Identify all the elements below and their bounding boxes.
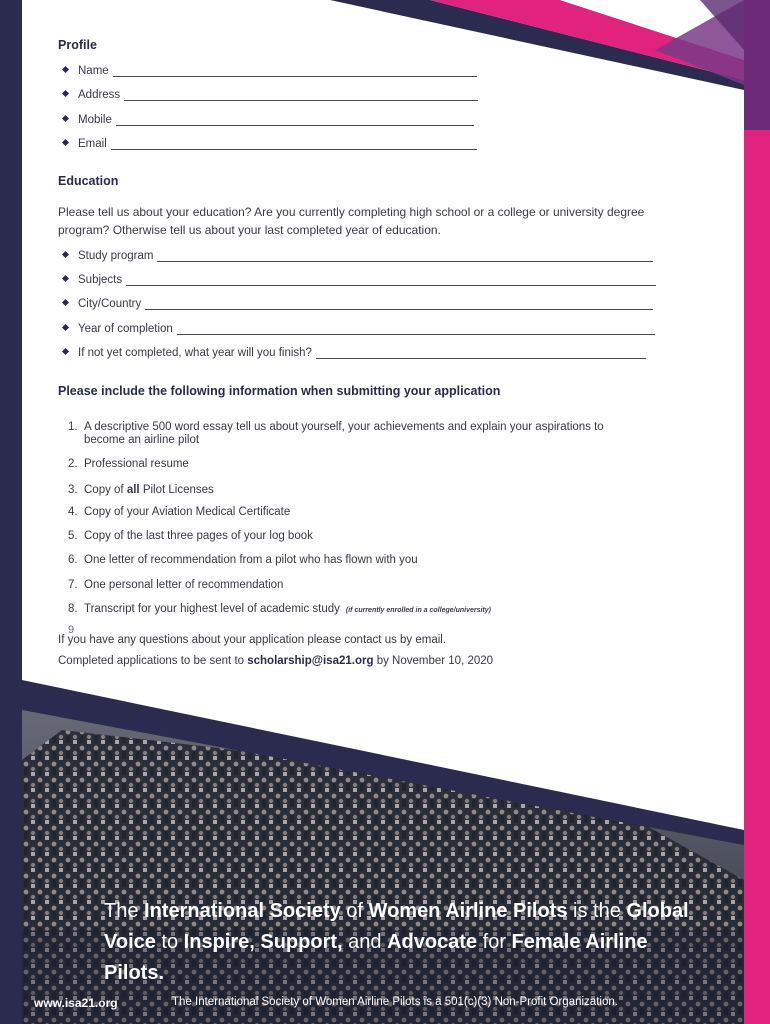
item-text: One letter of recommendation from a pilot who has flown with you	[84, 554, 418, 566]
item-number: 8.	[68, 603, 78, 615]
bullet-icon	[62, 66, 70, 74]
item-text: Transcript for your highest level of academic study (if currently enrolled in a college/university)	[84, 603, 491, 615]
field-mobile[interactable]	[62, 114, 474, 126]
mission-tagline: The International Society of Women Airline Pilots is the Global Voice to Inspire, Support, and Advocate for Female Airline Pilots.	[104, 900, 689, 984]
item-number: 3.	[68, 484, 78, 496]
requirements-heading: Please include the following information when submitting your application	[58, 384, 501, 398]
email-input-line[interactable]	[111, 140, 477, 150]
item-number: 6.	[68, 554, 78, 566]
requirement-item	[68, 421, 628, 447]
item-number: 4.	[68, 506, 78, 518]
requirement-item	[68, 579, 628, 592]
field-label: City/Country	[78, 298, 142, 310]
field-label: Name	[78, 65, 109, 77]
item-text: Copy of your Aviation Medical Certificate	[84, 506, 291, 518]
field-label: Email	[78, 138, 107, 150]
page-number: 9	[68, 624, 75, 636]
education-intro: Please tell us about your education? Are you currently completing high school or a college or university degree program? Otherwise tell us about your last completed year of education.	[58, 205, 645, 237]
study-program-input-line[interactable]	[157, 252, 653, 262]
requirement-item	[68, 506, 628, 519]
address-input-line[interactable]	[124, 91, 478, 101]
item-text: One personal letter of recommendation	[84, 579, 284, 591]
subjects-input-line[interactable]	[126, 276, 656, 286]
bullet-icon	[62, 90, 70, 98]
name-input-line[interactable]	[113, 67, 477, 77]
field-label: Year of completion	[78, 323, 173, 335]
bullet-icon	[62, 115, 70, 123]
bullet-icon	[62, 324, 70, 332]
field-study-program[interactable]	[62, 250, 653, 262]
item-number: 5.	[68, 530, 78, 542]
field-address[interactable]	[62, 89, 478, 101]
requirement-item	[68, 484, 628, 497]
bullet-icon	[62, 251, 70, 259]
year-completion-input-line[interactable]	[177, 325, 655, 335]
field-label: Subjects	[78, 274, 123, 286]
requirement-item	[68, 603, 628, 617]
bullet-icon	[62, 348, 70, 356]
item-number: 1.	[68, 421, 78, 433]
field-email[interactable]	[62, 138, 477, 150]
field-finish-year[interactable]	[62, 347, 646, 359]
item-text: Copy of all Pilot Licenses	[84, 484, 214, 496]
requirement-item	[68, 554, 628, 567]
mobile-input-line[interactable]	[116, 116, 474, 126]
contact-line: If you have any questions about your application please contact us by email.	[58, 634, 447, 646]
city-country-input-line[interactable]	[145, 300, 653, 310]
item-text: Professional resume	[84, 458, 189, 470]
requirement-item	[68, 458, 628, 471]
item-number: 2.	[68, 458, 78, 470]
bullet-icon	[62, 299, 70, 307]
bullet-icon	[62, 275, 70, 283]
scholarship-email-link[interactable]: scholarship@isa21.org	[247, 655, 374, 667]
field-label: Study program	[78, 250, 154, 262]
item-number: 7.	[68, 579, 78, 591]
item-text: Copy of the last three pages of your log book	[84, 530, 313, 542]
submission-line: Completed applications to be sent to scholarship@isa21.org by November 10, 2020	[58, 655, 494, 667]
finish-year-input-line[interactable]	[316, 349, 646, 359]
nonprofit-note: The International Society of Women Airline Pilots is a 501(c)(3) Non-Profit Organization.	[172, 996, 618, 1008]
item-text: A descriptive 500 word essay tell us about yourself, your achievements and explain your aspirations to become an airline pilot	[84, 421, 604, 446]
website-link[interactable]: www.isa21.org	[34, 996, 118, 1010]
field-name[interactable]	[62, 65, 477, 77]
field-city-country[interactable]	[62, 298, 653, 310]
requirement-item	[68, 530, 628, 543]
bullet-icon	[62, 139, 70, 147]
field-subjects[interactable]	[62, 274, 656, 286]
education-heading: Education	[58, 174, 119, 188]
field-label: Address	[78, 89, 121, 101]
profile-heading: Profile	[58, 38, 97, 52]
field-label: If not yet completed, what year will you finish?	[78, 347, 312, 359]
field-label: Mobile	[78, 114, 112, 126]
field-year-completion[interactable]	[62, 323, 655, 335]
